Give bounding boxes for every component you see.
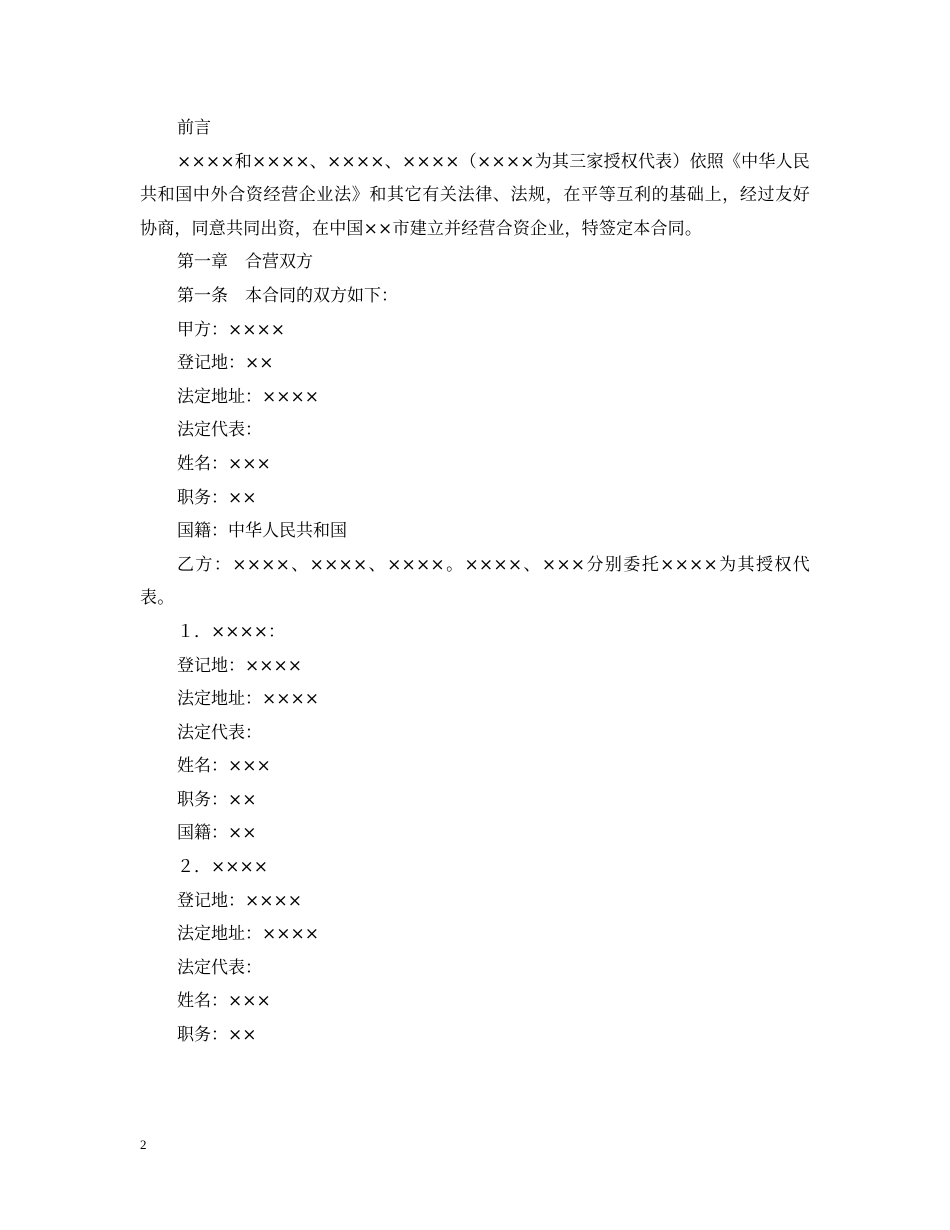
party-b1-registration: 登记地：×××× xyxy=(177,655,302,676)
party-b1-address: 法定地址：×××× xyxy=(177,689,319,710)
party-b1-rep-label: 法定代表： xyxy=(177,722,262,743)
party-b1-heading: １．××××： xyxy=(177,621,285,642)
party-a-rep-name: 姓名：××× xyxy=(177,453,271,474)
document-page xyxy=(140,112,810,1053)
party-b2-registration: 登记地：×××× xyxy=(177,890,302,911)
preface-heading: 前言 xyxy=(177,118,211,138)
article-title: 第一条 本合同的双方如下： xyxy=(177,285,398,306)
party-a-name: 甲方：×××× xyxy=(177,319,285,340)
page-number: 2 xyxy=(140,1137,147,1152)
party-b2-rep-label: 法定代表： xyxy=(177,957,262,978)
party-b2-rep-position: 职务：×× xyxy=(177,1025,257,1046)
party-b-paragraph: 乙方：××××、××××、××××。××××、×××分别委托××××为其授权代表。 xyxy=(140,554,810,609)
party-b2-heading: ２．×××× xyxy=(177,857,268,878)
party-a-rep-position: 职务：×× xyxy=(177,487,257,508)
party-a-address: 法定地址：×××× xyxy=(177,386,319,407)
party-b1-rep-nationality: 国籍：×× xyxy=(177,823,257,844)
party-a-rep-nationality: 国籍：中华人民共和国 xyxy=(177,521,347,542)
preface-paragraph: ××××和××××、××××、××××（××××为其三家授权代表）依照《中华人民共和国中外合资经营企业法》和其它有关法律、法规，在平等互利的基础上，经过友好协商，同意共同出资，在中国××市建立并经营合资企业，特签定本合同。 xyxy=(140,151,810,239)
party-a-rep-label: 法定代表： xyxy=(177,420,262,441)
party-b2-rep-name: 姓名：××× xyxy=(177,991,271,1012)
party-b1-rep-name: 姓名：××× xyxy=(177,756,271,777)
chapter-title: 第一章 合营双方 xyxy=(177,252,313,273)
party-b1-rep-position: 职务：×× xyxy=(177,789,257,810)
party-b2-address: 法定地址：×××× xyxy=(177,924,319,945)
party-a-registration: 登记地：×× xyxy=(177,353,274,374)
